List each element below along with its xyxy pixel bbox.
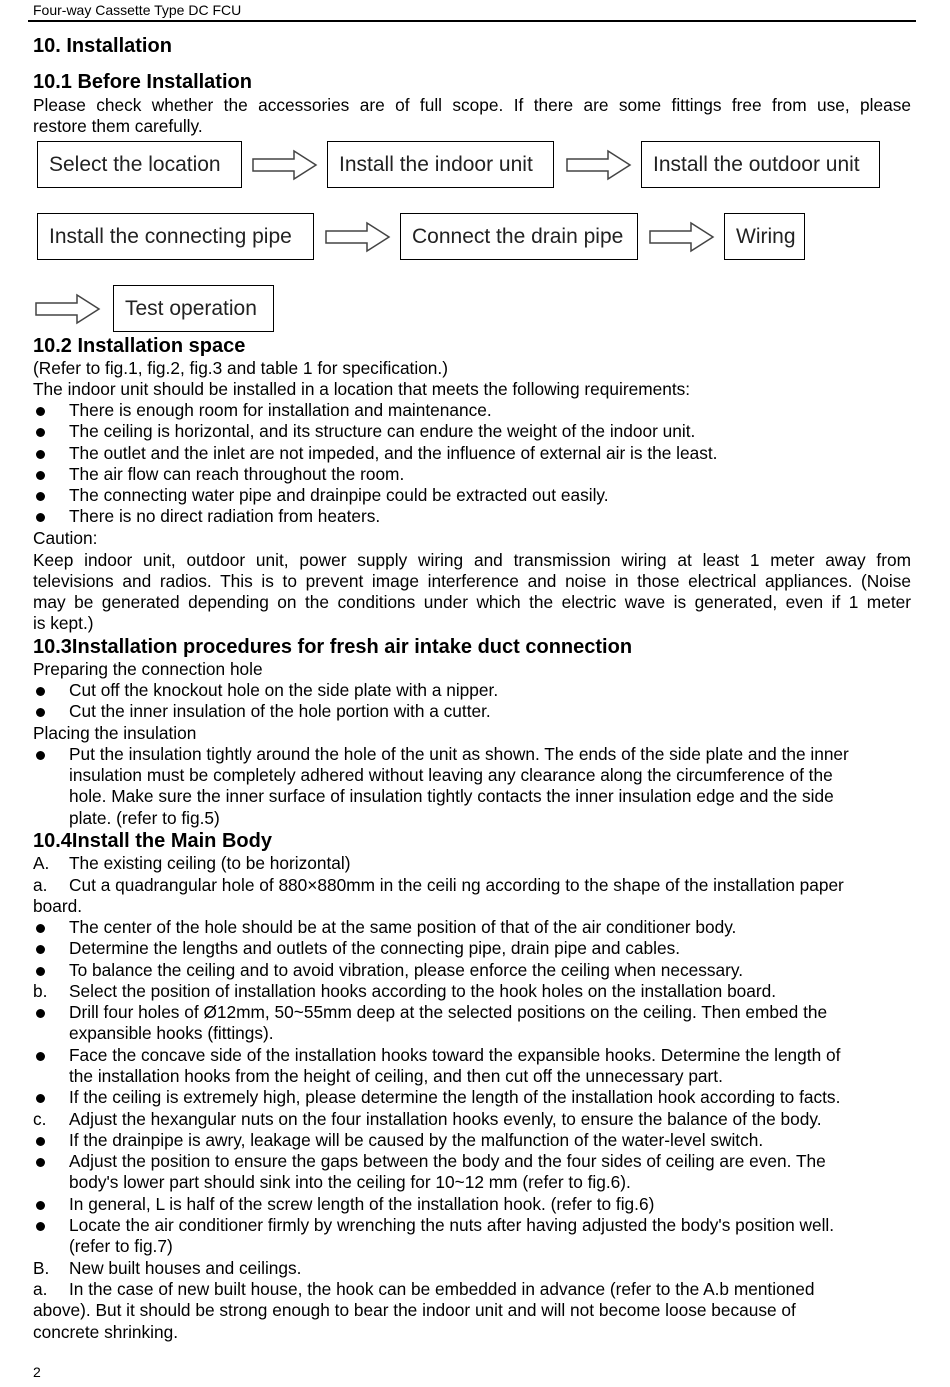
section-10-1-title: 10.1 Before Installation — [33, 71, 252, 93]
paragraph-line: Please check whether the accessories are of full scope. If there are some fittings free from use, please — [33, 95, 911, 115]
step-install-indoor-unit: Install the indoor unit — [327, 141, 554, 188]
paragraph-line: board. — [33, 896, 83, 916]
caution-label: Caution: — [33, 528, 98, 548]
bullet-icon — [36, 1009, 45, 1018]
bullet-icon — [36, 687, 45, 696]
paragraph-line: above). But it should be strong enough to bear the indoor unit and will not become loose because of — [33, 1300, 796, 1320]
subheading: Preparing the connection hole — [33, 659, 263, 679]
section-10-4-title: 10.4Install the Main Body — [33, 830, 272, 852]
section-10-2-title: 10.2 Installation space — [33, 335, 246, 357]
bullet-icon — [36, 492, 45, 501]
arrow-icon — [649, 221, 715, 253]
paragraph-line: The indoor unit should be installed in a location that meets the following requirements: — [33, 379, 691, 399]
paragraph-line: is kept.) — [33, 613, 94, 633]
paragraph-line: restore them carefully. — [33, 116, 203, 136]
paragraph-line: televisions and radios. This is to prevent image interference and noise in those electrical appliances. (Noise — [33, 571, 911, 591]
bullet-icon — [36, 1052, 45, 1061]
bullet-icon — [36, 513, 45, 522]
bullet-icon — [36, 428, 45, 437]
paragraph-line: concrete shrinking. — [33, 1322, 179, 1342]
arrow-icon — [325, 221, 391, 253]
bullet-icon — [36, 967, 45, 976]
running-header: Four-way Cassette Type DC FCU — [33, 2, 242, 18]
step-install-connecting-pipe: Install the connecting pipe — [37, 213, 314, 260]
bullet-icon — [36, 708, 45, 717]
step-install-outdoor-unit: Install the outdoor unit — [641, 141, 880, 188]
bullet-icon — [36, 1137, 45, 1146]
step-select-location: Select the location — [37, 141, 242, 188]
subheading: Placing the insulation — [33, 723, 197, 743]
section-10-3-title: 10.3Installation procedures for fresh air intake duct connection — [33, 636, 633, 658]
section-10-title: 10. Installation — [33, 35, 172, 57]
arrow-icon — [35, 293, 101, 325]
paragraph-line: (Refer to fig.1, fig.2, fig.3 and table 1 for specification.) — [33, 358, 448, 378]
bullet-icon — [36, 924, 45, 933]
header-rule — [28, 20, 916, 22]
step-test-operation: Test operation — [113, 285, 274, 332]
step-connect-drain-pipe: Connect the drain pipe — [400, 213, 638, 260]
bullet-icon — [36, 471, 45, 480]
bullet-icon — [36, 1201, 45, 1210]
paragraph-line: Keep indoor unit, outdoor unit, power supply wiring and transmission wiring at least 1 meter away from — [33, 550, 911, 570]
arrow-icon — [566, 149, 632, 181]
arrow-icon — [252, 149, 318, 181]
bullet-icon — [36, 1158, 45, 1167]
bullet-icon — [36, 450, 45, 459]
bullet-icon — [36, 1094, 45, 1103]
page-number: 2 — [33, 1364, 41, 1380]
bullet-icon — [36, 1222, 45, 1231]
bullet-icon — [36, 407, 45, 416]
paragraph-line: may be generated depending on the conditions under which the electric wave is generated, even if 1 meter — [33, 592, 911, 612]
bullet-icon — [36, 945, 45, 954]
step-wiring: Wiring — [724, 213, 805, 260]
bullet-icon — [36, 751, 45, 760]
